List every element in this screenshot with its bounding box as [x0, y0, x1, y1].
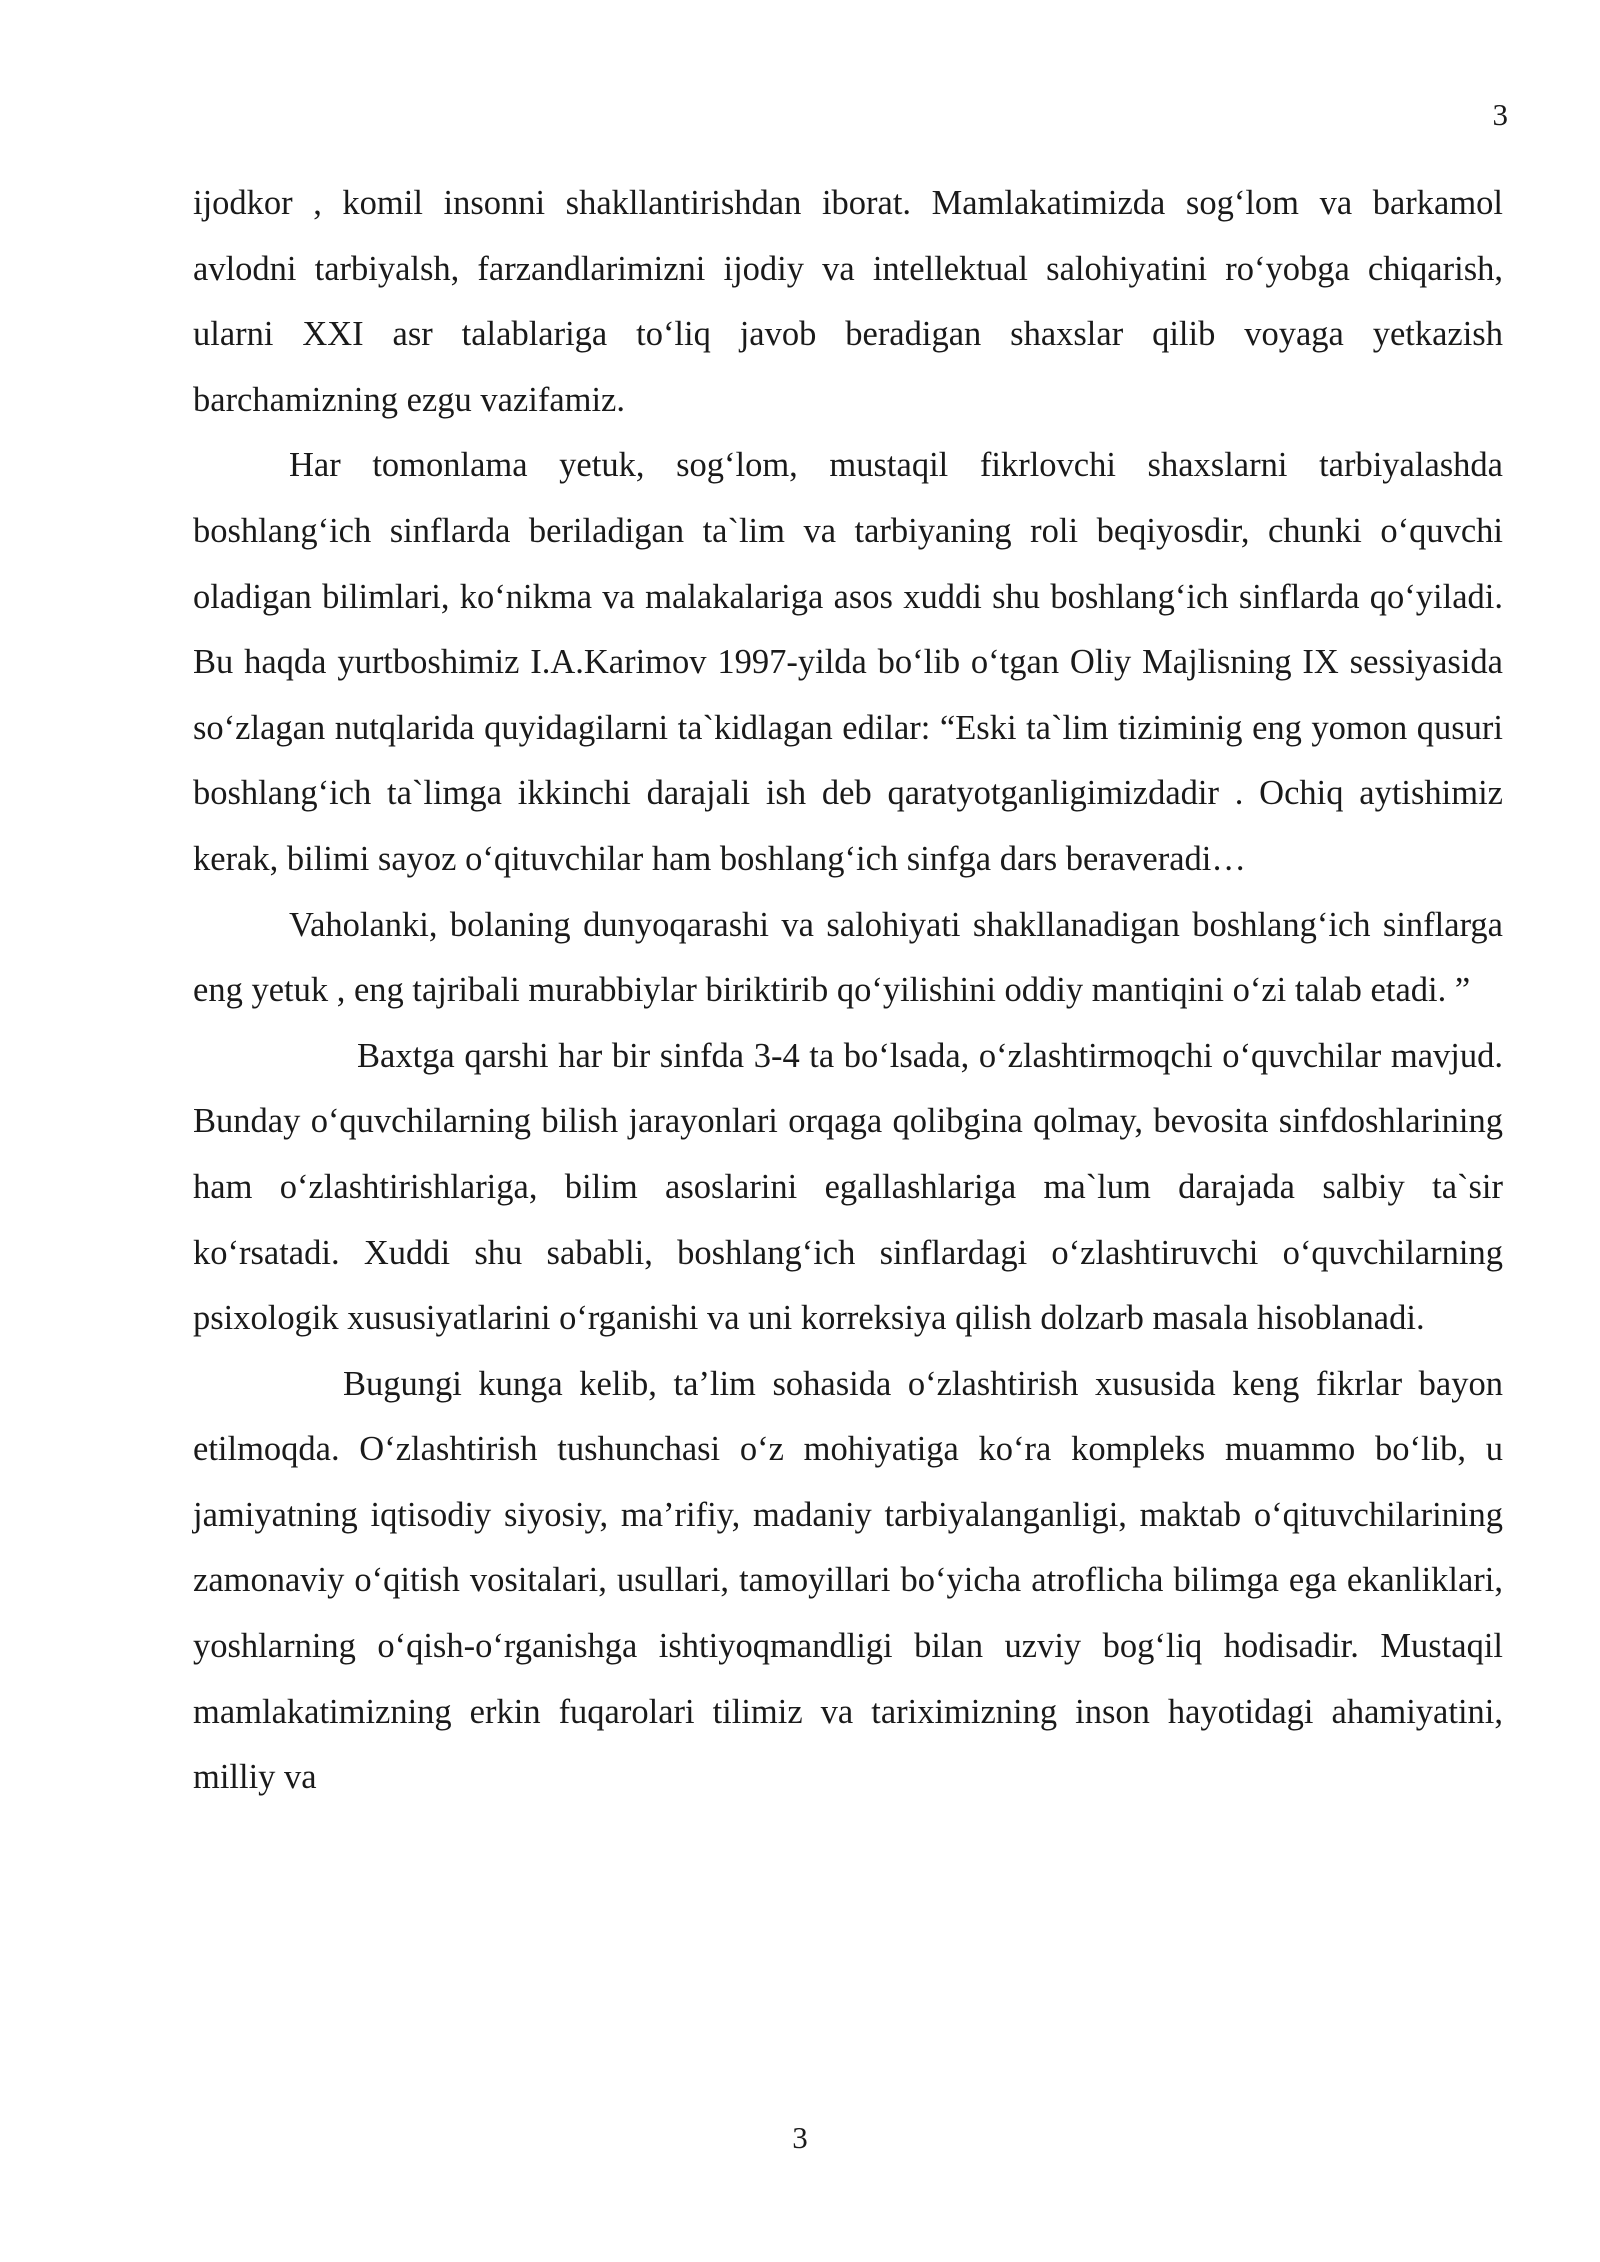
- page-number-top: 3: [1492, 97, 1508, 132]
- paragraph-3: Vaholanki, bolaning dunyoqarashi va salohiyati shakllanadigan boshlang‘ich sinflarga eng yetuk , eng tajribali murabbiylar biriktirib qo‘yilishini oddiy mantiqini o‘zi talab etadi. ”: [193, 905, 1503, 1010]
- page-number-bottom: 3: [792, 2120, 808, 2155]
- paragraph-1: ijodkor , komil insonni shakllantirishdan iborat. Mamlakatimizda sog‘lom va barkamol avlodni tarbiyalsh, farzandlarimizni ijodiy va intellektual salohiyatini ro‘yobga chiqarish, ularni XXI asr talablariga to‘liq javob beradigan shaxslar qilib voyaga yetkazish barchamizning ezgu vazifamiz.: [193, 184, 1503, 419]
- paragraph-2: Har tomonlama yetuk, sog‘lom, mustaqil fikrlovchi shaxslarni tarbiyalashda boshlang‘ich sinflarda beriladigan ta`lim va tarbiyaning roli beqiyosdir, chunki o‘quvchi oladigan bilimlari, ko‘nikma va malakalariga asos xuddi shu boshlang‘ich sinflarda qo‘yiladi. Bu haqda yurtboshimiz I.A.Karimov 1997-yilda bo‘lib o‘tgan Oliy Majlisning IX sessiyasida so‘zlagan nutqlarida quyidagilarni ta`kidlagan edilar: “Eski ta`lim tiziminig eng yomon qusuri boshlang‘ich ta`limga ikkinchi darajali ish deb qaratyotganligimizdadir . Ochiq aytishimiz kerak, bilimi sayoz o‘qituvchilar ham boshlang‘ich sinfga dars beraveradi…: [193, 446, 1503, 878]
- body-text: [193, 171, 1503, 1811]
- paragraph-4: Baxtga qarshi har bir sinfda 3-4 ta bo‘lsada, o‘zlashtirmoqchi o‘quvchilar mavjud. Bunday o‘quvchilarning bilish jarayonlari orqaga qolibgina qolmay, bevosita sinfdoshlarining ham o‘zlashtirishlariga, bilim asoslarini egallashlariga ma`lum darajada salbiy ta`sir ko‘rsatadi. Xuddi shu sababli, boshlang‘ich sinflardagi o‘zlashtiruvchi o‘quvchilarning psixologik xususiyatlarini o‘rganishi va uni korreksiya qilish dolzarb masala hisoblanadi.: [193, 1036, 1503, 1338]
- paragraph-5: Bugungi kunga kelib, ta’lim sohasida o‘zlashtirish xususida keng fikrlar bayon etilmoqda. O‘zlashtirish tushunchasi o‘z mohiyatiga ko‘ra kompleks muammo bo‘lib, u jamiyatning iqtisodiy siyosiy, ma’rifiy, madaniy tarbiyalanganligi, maktab o‘qituvchilarining zamonaviy o‘qitish vositalari, usullari, tamoyillari bo‘yicha atroflicha bilimga ega ekanliklari, yoshlarning o‘qish-o‘rganishga ishtiyoqmandligi bilan uzviy bog‘liq hodisadir. Mustaqil mamlakatimizning erkin fuqarolari tilimiz va tariximizning inson hayotidagi ahamiyatini, milliy va: [193, 1364, 1503, 1797]
